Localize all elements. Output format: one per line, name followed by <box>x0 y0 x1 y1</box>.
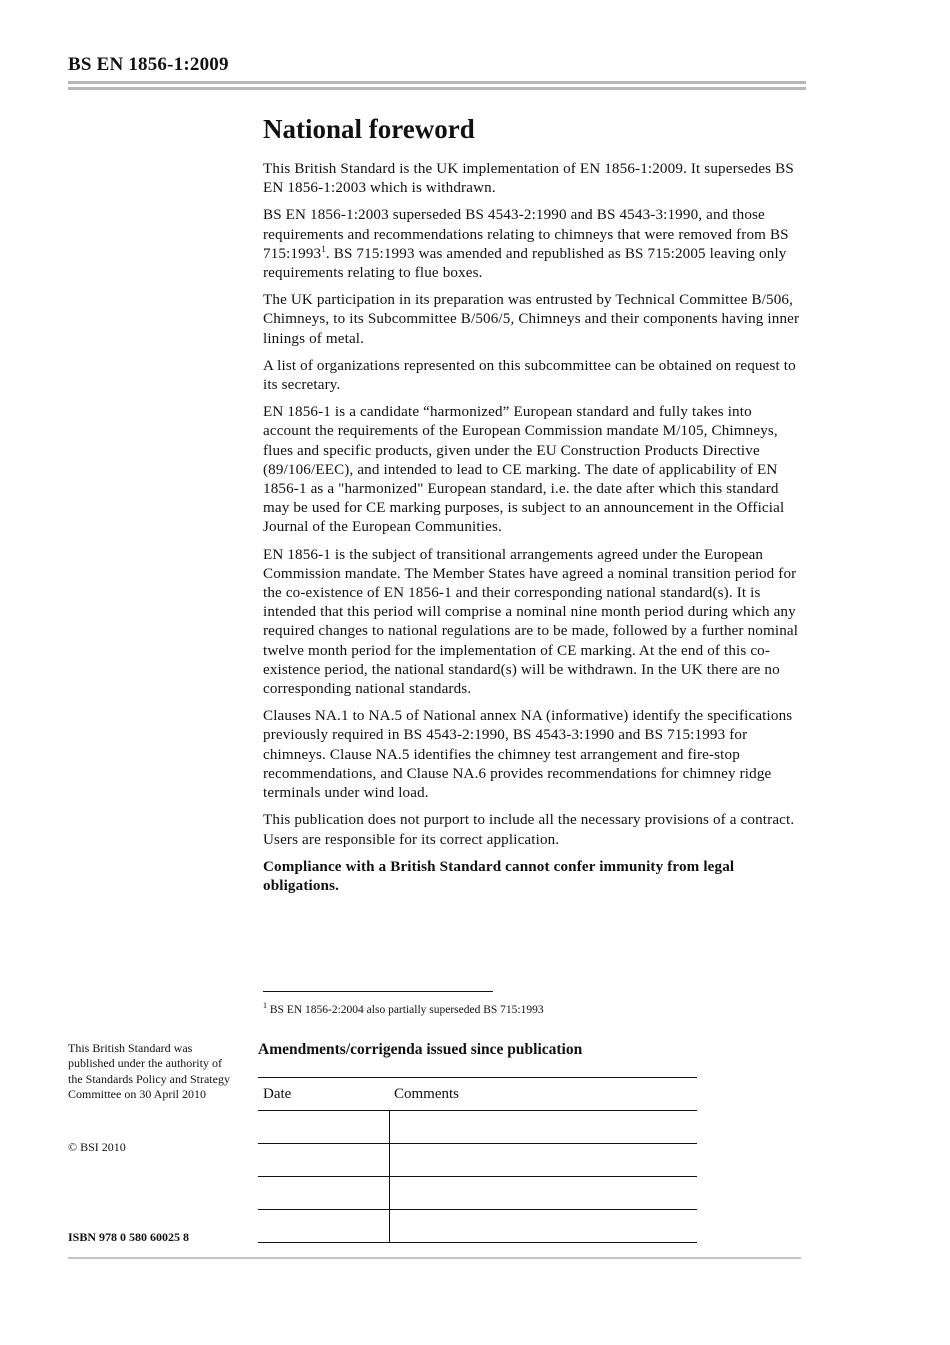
table-row <box>258 1111 697 1144</box>
paragraph-4: A list of organizations represented on this subcommittee can be obtained on request to its secretary. <box>263 357 796 394</box>
column-header-date: Date <box>258 1078 389 1111</box>
page-title: National foreword <box>263 114 475 144</box>
table-row <box>258 1144 697 1177</box>
copyright: © BSI 2010 <box>68 1140 126 1154</box>
comments-cell <box>389 1144 697 1177</box>
paragraph-2 <box>263 206 803 283</box>
amendments-title: Amendments/corrigenda issued since publication <box>258 1041 583 1058</box>
footer-rule <box>68 1257 801 1259</box>
column-header-comments: Comments <box>389 1078 697 1111</box>
paragraph-2-text-a: BS EN 1856-1:2003 superseded BS 4543-2:1990 and BS 4543-3:1990, and those requirements and recommendations relating to chimneys that were removed from BS 715:1993 <box>263 207 789 262</box>
date-cell <box>258 1177 389 1210</box>
compliance-statement: Compliance with a British Standard cannot confer immunity from legal obligations. <box>263 858 735 894</box>
comments-cell <box>389 1111 697 1144</box>
comments-cell <box>389 1210 697 1243</box>
paragraph-5: EN 1856-1 is a candidate “harmonized” European standard and fully takes into account the requirements of the European Commission mandate M/105, Chimneys, flues and specific products, given under the EU Construction Products Directive (89/106/EEC), and intended to lead to CE marking. The date of applicability of EN 1856-1 as a "harmonized" European standard, i.e. the date after which this standard may be used for CE marking purposes, is subject to an announcement in the Official Journal of the European Communities. <box>263 404 785 536</box>
table-row <box>258 1177 697 1210</box>
footnote <box>263 1001 544 1016</box>
document-id: BS EN 1856-1:2009 <box>68 54 229 75</box>
amendments-table <box>258 1077 697 1243</box>
footnote-text: BS EN 1856-2:2004 also partially superseded BS 715:1993 <box>267 1003 544 1016</box>
paragraph-1: This British Standard is the UK implementation of EN 1856-1:2009. It supersedes BS EN 1856-1:2003 which is withdrawn. <box>263 161 794 197</box>
paragraph-3: The UK participation in its preparation was entrusted by Technical Committee B/506, Chimneys, to its Subcommittee B/506/5, Chimneys and their components having inner linings of metal. <box>263 292 800 347</box>
footnote-mark: 1 <box>263 1001 267 1010</box>
foreword-section <box>263 112 803 904</box>
isbn: ISBN 978 0 580 60025 8 <box>68 1230 190 1244</box>
paragraph-2-text-b: . BS 715:1993 was amended and republished as BS 715:2005 leaving only requirements relating to flue boxes. <box>263 245 787 282</box>
footnote-divider <box>263 991 493 992</box>
footnote-reference: 1 <box>321 243 326 254</box>
date-cell <box>258 1144 389 1177</box>
date-cell <box>258 1210 389 1243</box>
paragraph-6: EN 1856-1 is the subject of transitional arrangements agreed under the European Commission mandate. The Member States have agreed a nominal transition period for the co-existence of EN 1856-1 and their corresponding national standard(s). It is intended that this period will comprise a nominal nine month period during which any required changes to national regulations are to be made, followed by a further nominal twelve month period for the implementation of CE marking. At the end of this co-existence period, the national standard(s) will be withdrawn. In the UK there are no corresponding national standards. <box>263 546 799 698</box>
header-rule <box>68 81 806 90</box>
table-row <box>258 1210 697 1243</box>
comments-cell <box>389 1177 697 1210</box>
date-cell <box>258 1111 389 1144</box>
paragraph-8: This publication does not purport to include all the necessary provisions of a contract. Users are responsible for its correct application. <box>263 812 795 848</box>
publication-note: This British Standard was published under the authority of the Standards Policy and Strategy Committee on 30 April 2010 <box>68 1041 230 1101</box>
table-header-row <box>258 1078 697 1111</box>
paragraph-7: Clauses NA.1 to NA.5 of National annex NA (informative) identify the specifications previously required in BS 4543-2:1990, BS 4543-3:1990 and BS 715:1993 for chimneys. Clause NA.5 identifies the chimney test arrangement and fire-stop recommendations, and Clause NA.6 provides recommendations for chimney ridge terminals under wind load. <box>263 708 793 802</box>
